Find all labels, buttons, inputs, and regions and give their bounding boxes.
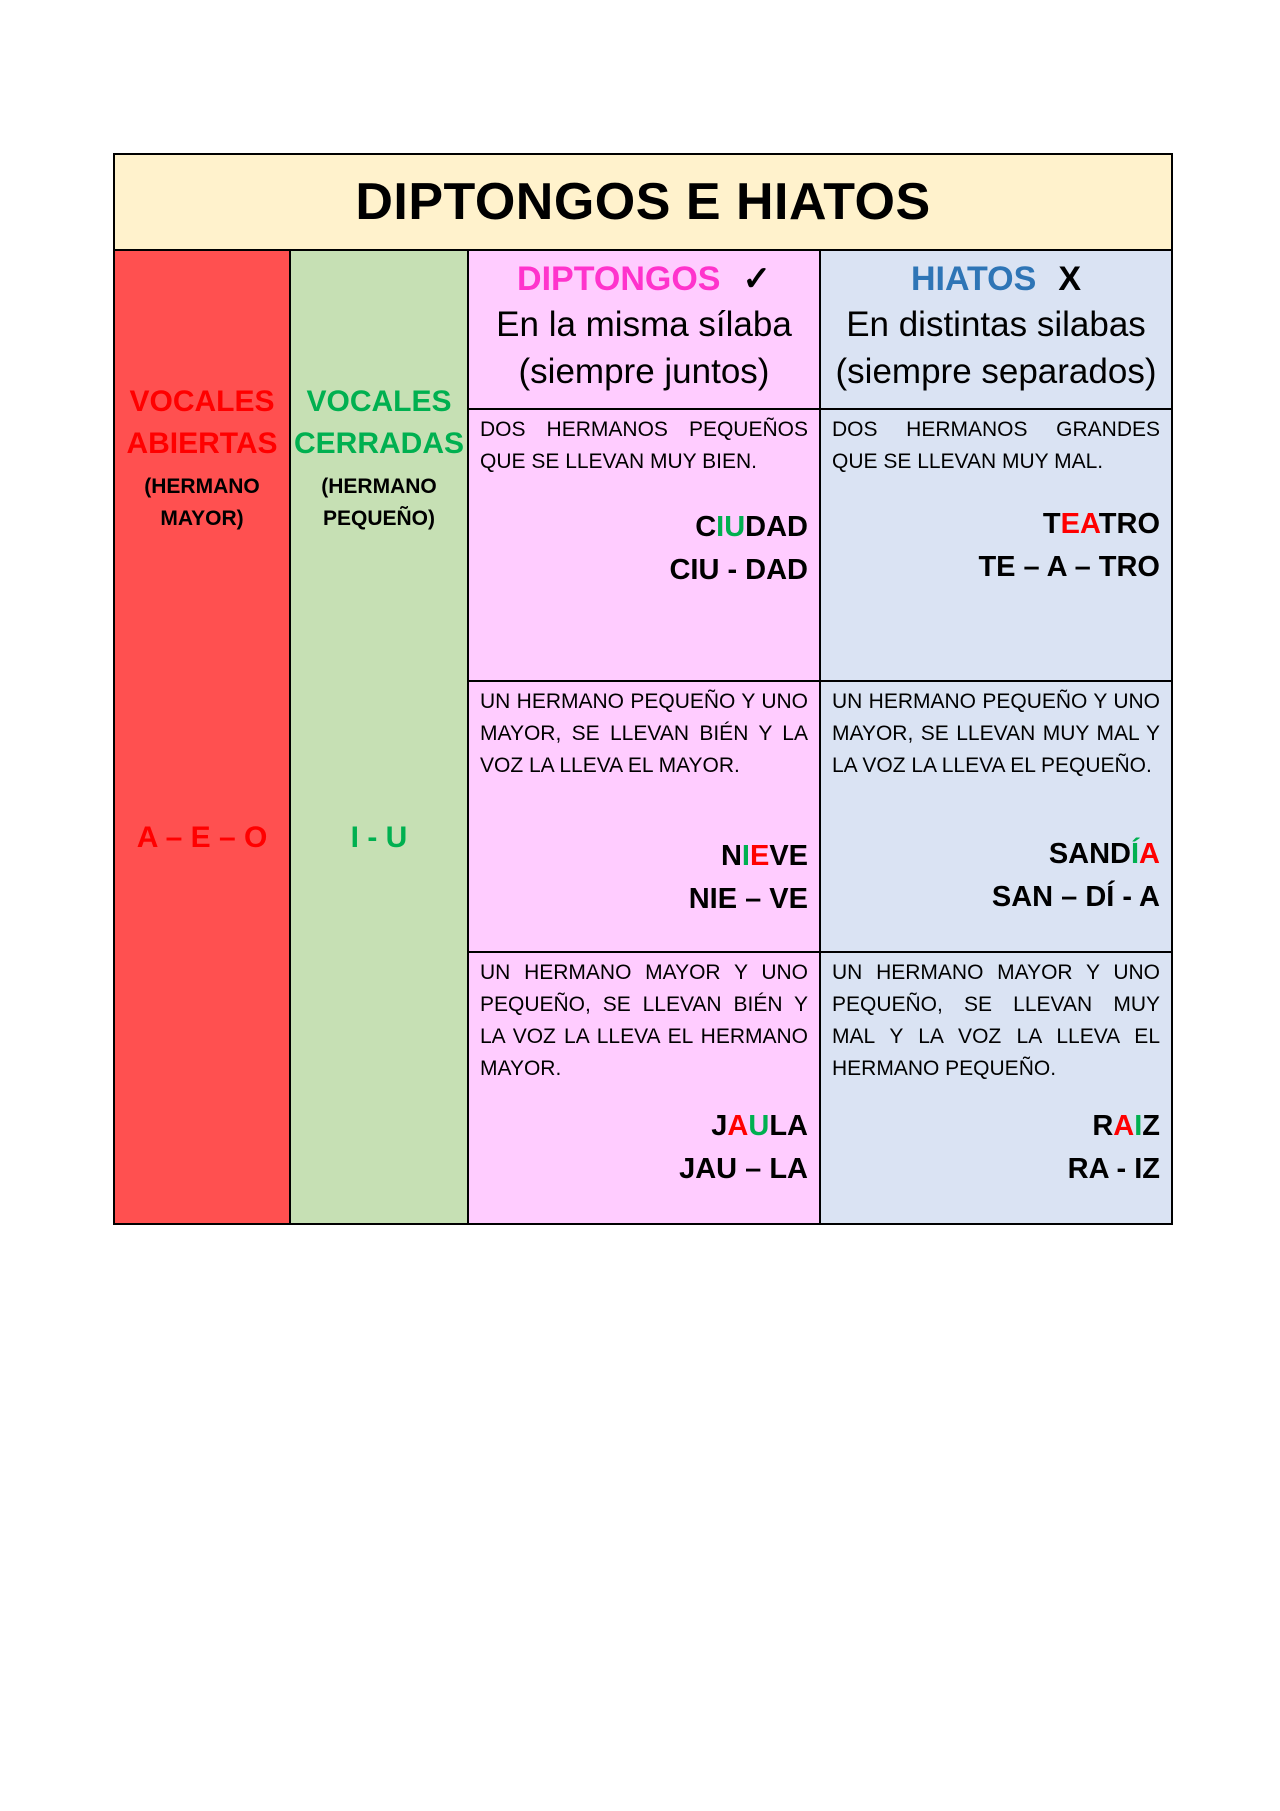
hiatos-line-2: (siempre separados) <box>835 352 1157 391</box>
hiatos-line-1: En distintas silabas <box>846 305 1146 344</box>
diptongo-example-syllables: JAU – LA <box>679 1153 808 1185</box>
summary-table <box>113 153 1173 1225</box>
diptongos-title: DIPTONGOS <box>517 260 721 298</box>
word-segment: VE <box>769 840 808 872</box>
word-segment: E <box>1060 508 1080 540</box>
diptongos-header <box>469 251 821 410</box>
check-icon: ✓ <box>742 260 771 298</box>
word-segment: A <box>1113 1110 1135 1142</box>
hiato-example-syllables: SAN – DÍ - A <box>991 881 1160 913</box>
hiato-row-1 <box>821 410 1171 682</box>
closed-vowels-title-2: CERRADAS <box>293 427 464 460</box>
diptongo-example-syllables: NIE – VE <box>688 883 808 915</box>
hiatos-header <box>821 251 1171 410</box>
word-segment: N <box>720 840 742 872</box>
closed-vowels-letters: I - U <box>350 821 408 854</box>
word-segment: I <box>1134 1110 1143 1142</box>
diptongo-example-word <box>669 506 808 549</box>
word-segment: TRO <box>1098 508 1160 540</box>
hiato-description: UN HERMANO MAYOR Y UNO PEQUEÑO, SE LLEVAN MUY MAL Y LA VOZ LA LLEVA EL HERMANO PEQUEÑO. <box>832 961 1160 1080</box>
word-segment: DAD <box>745 511 808 543</box>
diptongo-example-word <box>679 1105 808 1148</box>
word-segment: I <box>741 840 750 872</box>
open-vowels-column <box>115 251 291 1223</box>
word-segment: A <box>1139 838 1160 870</box>
closed-vowels-sub-2: PEQUEÑO) <box>322 507 435 530</box>
diptongo-row-1 <box>469 410 821 682</box>
diptongo-example-syllables: CIU - DAD <box>669 554 808 586</box>
word-segment: C <box>695 511 717 543</box>
hiato-example-word <box>1068 1105 1160 1148</box>
diptongo-row-2 <box>469 682 821 953</box>
diptongo-row-3 <box>469 953 821 1223</box>
closed-vowels-column <box>291 251 469 1223</box>
diptongos-line-1: En la misma sílaba <box>496 305 792 344</box>
word-segment: A <box>727 1110 749 1142</box>
word-segment: A <box>1079 508 1099 540</box>
word-segment: J <box>711 1110 728 1142</box>
diptongo-description: UN HERMANO PEQUEÑO Y UNO MAYOR, SE LLEVAN BIÉN Y LA VOZ LA LLEVA EL MAYOR. <box>480 690 808 777</box>
open-vowels-title-2: ABIERTAS <box>126 427 278 460</box>
diptongo-description: UN HERMANO MAYOR Y UNO PEQUEÑO, SE LLEVAN BIÉN Y LA VOZ LA LLEVA EL HERMANO MAYOR. <box>480 961 808 1080</box>
diptongo-description: DOS HERMANOS PEQUEÑOS QUE SE LLEVAN MUY BIEN. <box>480 418 808 473</box>
open-vowels-letters: A – E – O <box>136 821 268 854</box>
word-segment: U <box>724 511 746 543</box>
hiato-row-3 <box>821 953 1171 1223</box>
word-segment: I <box>716 511 725 543</box>
word-segment: R <box>1092 1110 1114 1142</box>
hiato-row-2 <box>821 682 1171 953</box>
hiato-example-word <box>978 503 1160 546</box>
hiato-description: UN HERMANO PEQUEÑO Y UNO MAYOR, SE LLEVAN MUY MAL Y LA VOZ LA LLEVA EL PEQUEÑO. <box>832 690 1160 777</box>
diptongos-line-2: (siempre juntos) <box>518 352 770 391</box>
table-title: DIPTONGOS E HIATOS <box>115 155 1171 251</box>
hiato-description: DOS HERMANOS GRANDES QUE SE LLEVAN MUY MAL. <box>832 418 1160 473</box>
open-vowels-title-1: VOCALES <box>129 385 275 418</box>
diptongo-example-word <box>689 835 808 878</box>
closed-vowels-title-1: VOCALES <box>306 385 452 418</box>
word-segment: SAND <box>1048 838 1131 870</box>
open-vowels-sub-1: (HERMANO <box>144 475 260 498</box>
cross-icon: X <box>1058 260 1081 298</box>
open-vowels-sub-2: MAYOR) <box>160 507 244 530</box>
closed-vowels-sub-1: (HERMANO <box>321 475 437 498</box>
hiatos-title: HIATOS <box>911 260 1037 298</box>
word-segment: U <box>748 1110 770 1142</box>
hiato-example-word <box>992 833 1160 876</box>
hiato-example-syllables: TE – A – TRO <box>978 551 1160 583</box>
word-segment: Z <box>1142 1110 1160 1142</box>
word-segment: LA <box>769 1110 808 1142</box>
table-grid <box>115 251 1171 1223</box>
word-segment: E <box>749 840 770 872</box>
hiato-example-syllables: RA - IZ <box>1067 1153 1160 1185</box>
word-segment: T <box>1042 508 1061 540</box>
word-segment: Í <box>1130 838 1140 870</box>
